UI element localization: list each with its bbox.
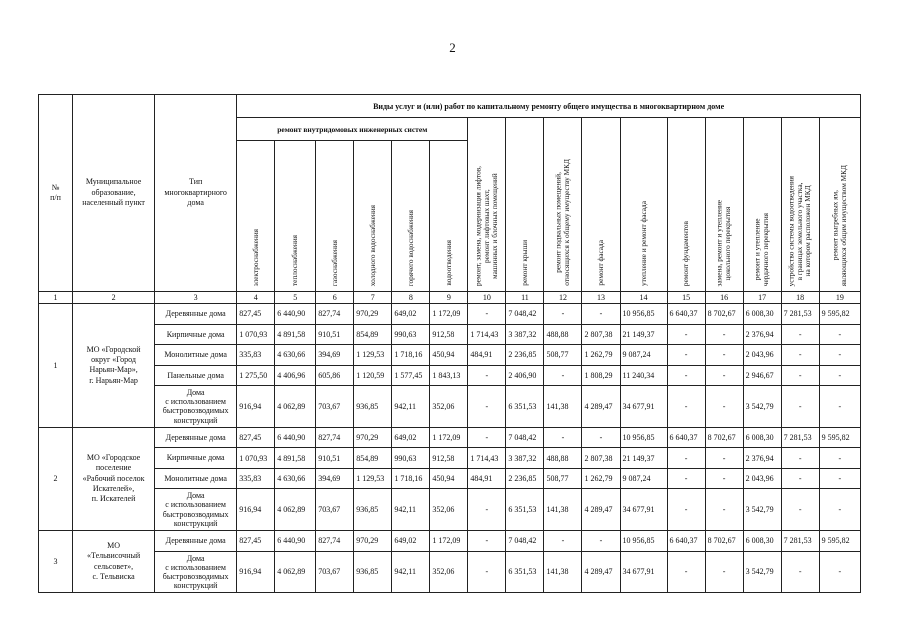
- cost-cell: 8 702,67: [705, 427, 743, 448]
- cost-cell: 6 351,53: [506, 489, 544, 531]
- column-number: 4: [237, 292, 275, 304]
- cost-cell: 6 008,30: [743, 427, 781, 448]
- cost-cell: 4 406,96: [275, 365, 316, 386]
- cost-cell: 8 702,67: [705, 304, 743, 325]
- cost-cell: 4 062,89: [275, 551, 316, 593]
- house-type: Деревянные дома: [155, 531, 237, 552]
- header-work-col: утепление и ремонт фасада: [620, 118, 667, 292]
- cost-cell: 1 172,09: [430, 531, 468, 552]
- cost-cell: 21 149,37: [620, 324, 667, 345]
- cost-cell: 970,29: [354, 427, 392, 448]
- cost-cell: -: [468, 489, 506, 531]
- municipality-name: МО «Тельвисочный сельсовет», с. Тельвиска: [73, 531, 155, 593]
- cost-cell: 1 129,53: [354, 345, 392, 366]
- cost-cell: 703,67: [316, 489, 354, 531]
- cost-cell: -: [705, 468, 743, 489]
- cost-cell: 4 891,58: [275, 448, 316, 469]
- cost-cell: 8 702,67: [705, 531, 743, 552]
- cost-cell: 3 542,79: [743, 489, 781, 531]
- cost-cell: 916,94: [237, 551, 275, 593]
- house-type: Деревянные дома: [155, 427, 237, 448]
- house-type: Дома с использованием быстровозводимых конструкций: [155, 386, 237, 428]
- table-row: [39, 304, 861, 325]
- column-number: 16: [705, 292, 743, 304]
- cost-cell: 488,88: [544, 448, 582, 469]
- municipality-name: МО «Городской округ «Город Нарьян-Мар», г. Нарьян-Мар: [73, 304, 155, 428]
- header-work-col: ремонт и утепление чердачного перекрытия: [743, 118, 781, 292]
- header-work-col: газоснабжения: [316, 141, 354, 292]
- cost-cell: 6 640,37: [667, 427, 705, 448]
- cost-cell: -: [781, 345, 819, 366]
- cost-cell: 1 843,13: [430, 365, 468, 386]
- cost-cell: 10 956,85: [620, 304, 667, 325]
- cost-cell: 4 062,89: [275, 386, 316, 428]
- cost-cell: 649,02: [392, 427, 430, 448]
- cost-cell: -: [468, 386, 506, 428]
- cost-cell: 3 387,32: [506, 324, 544, 345]
- cost-cell: 990,63: [392, 324, 430, 345]
- cost-cell: 484,91: [468, 468, 506, 489]
- column-number: 5: [275, 292, 316, 304]
- column-number: 17: [743, 292, 781, 304]
- cost-cell: -: [667, 324, 705, 345]
- header-work-col: электроснабжения: [237, 141, 275, 292]
- cost-cell: -: [667, 448, 705, 469]
- cost-cell: 34 677,91: [620, 386, 667, 428]
- cost-cell: 394,69: [316, 468, 354, 489]
- cost-cell: 7 281,53: [781, 304, 819, 325]
- header-work-col: ремонт фасада: [582, 118, 620, 292]
- table-body: [39, 304, 861, 593]
- cost-cell: -: [667, 468, 705, 489]
- cost-cell: -: [468, 365, 506, 386]
- cost-cell: -: [705, 324, 743, 345]
- cost-cell: 10 956,85: [620, 427, 667, 448]
- house-type: Дома с использованием быстровозводимых конструкций: [155, 489, 237, 531]
- cost-cell: 6 008,30: [743, 304, 781, 325]
- header-work-col: ремонт, замена, модернизация лифтов, ремонт лифтовых шахт, машинных и блочных помещений: [468, 118, 506, 292]
- cost-cell: 6 640,37: [667, 304, 705, 325]
- cost-cell: -: [819, 489, 860, 531]
- table-row: [39, 324, 861, 345]
- cost-cell: 3 387,32: [506, 448, 544, 469]
- cost-cell: 2 807,38: [582, 324, 620, 345]
- cost-cell: 484,91: [468, 345, 506, 366]
- cost-cell: 942,11: [392, 551, 430, 593]
- cost-cell: 335,83: [237, 345, 275, 366]
- header-mo: [73, 95, 155, 292]
- cost-cell: -: [705, 489, 743, 531]
- cost-cell: -: [781, 324, 819, 345]
- cost-cell: -: [705, 345, 743, 366]
- municipality-name: МО «Городское поселение «Рабочий поселок Искателей», п. Искателей: [73, 427, 155, 530]
- cost-cell: 2 043,96: [743, 345, 781, 366]
- house-type: Кирпичные дома: [155, 448, 237, 469]
- header-work-col: ремонт подвальных помещений, относящихся к общему имуществу МКД: [544, 118, 582, 292]
- cost-cell: 942,11: [392, 386, 430, 428]
- header-type-label: Тип многоквартирного дома: [164, 177, 227, 208]
- cost-cell: -: [544, 365, 582, 386]
- cost-cell: 1 070,93: [237, 324, 275, 345]
- cost-cell: 649,02: [392, 304, 430, 325]
- header-np: [39, 95, 73, 292]
- group-index: 1: [39, 304, 73, 428]
- cost-cell: 1 714,43: [468, 448, 506, 469]
- cost-cell: -: [819, 386, 860, 428]
- cost-cell: 2 376,94: [743, 324, 781, 345]
- table-header: [39, 95, 861, 304]
- cost-cell: 2 236,85: [506, 345, 544, 366]
- cost-cell: -: [781, 448, 819, 469]
- cost-cell: 910,51: [316, 448, 354, 469]
- cost-cell: -: [781, 468, 819, 489]
- cost-cell: 916,94: [237, 386, 275, 428]
- cost-cell: 508,77: [544, 468, 582, 489]
- cost-cell: 21 149,37: [620, 448, 667, 469]
- cost-cell: -: [582, 427, 620, 448]
- house-type: Деревянные дома: [155, 304, 237, 325]
- cost-cell: 942,11: [392, 489, 430, 531]
- cost-cell: 1 172,09: [430, 304, 468, 325]
- column-number: 1: [39, 292, 73, 304]
- cost-cell: 827,74: [316, 531, 354, 552]
- cost-cell: -: [582, 304, 620, 325]
- cost-cell: 9 595,82: [819, 427, 860, 448]
- header-work-col: водоотведения: [430, 141, 468, 292]
- cost-cell: 2 376,94: [743, 448, 781, 469]
- cost-cell: 827,74: [316, 304, 354, 325]
- cost-cell: 3 542,79: [743, 386, 781, 428]
- cost-cell: -: [544, 531, 582, 552]
- cost-cell: 1 172,09: [430, 427, 468, 448]
- cost-cell: 703,67: [316, 551, 354, 593]
- column-number: 6: [316, 292, 354, 304]
- cost-cell: -: [705, 365, 743, 386]
- cost-cell: -: [468, 304, 506, 325]
- cost-cell: 854,89: [354, 324, 392, 345]
- house-type: Кирпичные дома: [155, 324, 237, 345]
- cost-cell: 1 120,59: [354, 365, 392, 386]
- cost-cell: -: [544, 427, 582, 448]
- cost-cell: 9 087,24: [620, 345, 667, 366]
- column-number: 13: [582, 292, 620, 304]
- column-number: 9: [430, 292, 468, 304]
- table-row: [39, 345, 861, 366]
- cost-cell: 11 240,34: [620, 365, 667, 386]
- cost-cell: 827,45: [237, 427, 275, 448]
- cost-cell: 4 630,66: [275, 345, 316, 366]
- cost-cell: 910,51: [316, 324, 354, 345]
- cost-cell: 970,29: [354, 531, 392, 552]
- cost-cell: -: [667, 551, 705, 593]
- cost-cell: 970,29: [354, 304, 392, 325]
- cost-cell: 352,06: [430, 386, 468, 428]
- column-number: 3: [155, 292, 237, 304]
- house-type: Монолитные дома: [155, 468, 237, 489]
- cost-cell: -: [667, 489, 705, 531]
- cost-cell: 4 289,47: [582, 386, 620, 428]
- cost-cell: 6 440,90: [275, 531, 316, 552]
- column-number: 15: [667, 292, 705, 304]
- cost-cell: -: [819, 345, 860, 366]
- cost-cell: -: [819, 551, 860, 593]
- cost-cell: 936,85: [354, 386, 392, 428]
- cost-cell: 141,38: [544, 386, 582, 428]
- cost-cell: 854,89: [354, 448, 392, 469]
- header-type: [155, 95, 237, 292]
- cost-cell: -: [468, 427, 506, 448]
- cost-cell: 2 406,90: [506, 365, 544, 386]
- tariff-table: [38, 94, 861, 593]
- header-mo-label: Муниципальное образование, населенный пункт: [82, 177, 145, 208]
- cost-cell: 508,77: [544, 345, 582, 366]
- cost-cell: 1 275,50: [237, 365, 275, 386]
- column-number-row: [39, 292, 861, 304]
- table-row: [39, 468, 861, 489]
- cost-cell: 1 718,16: [392, 345, 430, 366]
- cost-cell: -: [781, 365, 819, 386]
- cost-cell: 827,45: [237, 531, 275, 552]
- table-row: [39, 531, 861, 552]
- cost-cell: 394,69: [316, 345, 354, 366]
- cost-cell: -: [468, 531, 506, 552]
- cost-cell: -: [781, 551, 819, 593]
- cost-cell: 352,06: [430, 551, 468, 593]
- page-number: 2: [449, 40, 456, 55]
- cost-cell: 2 946,67: [743, 365, 781, 386]
- cost-cell: 1 129,53: [354, 468, 392, 489]
- house-type: Монолитные дома: [155, 345, 237, 366]
- cost-cell: 6 640,37: [667, 531, 705, 552]
- cost-cell: -: [667, 365, 705, 386]
- cost-cell: -: [705, 551, 743, 593]
- cost-cell: 7 281,53: [781, 531, 819, 552]
- cost-cell: -: [667, 386, 705, 428]
- group-index: 2: [39, 427, 73, 530]
- cost-cell: 34 677,91: [620, 489, 667, 531]
- cost-cell: -: [819, 468, 860, 489]
- cost-cell: 450,94: [430, 468, 468, 489]
- cost-cell: 6 008,30: [743, 531, 781, 552]
- cost-cell: 9 595,82: [819, 304, 860, 325]
- cost-cell: 916,94: [237, 489, 275, 531]
- column-number: 11: [506, 292, 544, 304]
- cost-cell: 141,38: [544, 551, 582, 593]
- table-row: [39, 365, 861, 386]
- cost-cell: 6 440,90: [275, 304, 316, 325]
- cost-cell: 450,94: [430, 345, 468, 366]
- header-subgroup-title: ремонт внутридомовых инженерных систем: [237, 118, 468, 141]
- cost-cell: -: [819, 448, 860, 469]
- table-row: [39, 551, 861, 593]
- cost-cell: 2 043,96: [743, 468, 781, 489]
- column-number: 18: [781, 292, 819, 304]
- cost-cell: 488,88: [544, 324, 582, 345]
- header-work-col: теплоснабжения: [275, 141, 316, 292]
- table-row: [39, 489, 861, 531]
- cost-cell: -: [705, 448, 743, 469]
- cost-cell: 4 630,66: [275, 468, 316, 489]
- header-group-title: Виды услуг и (или) работ по капитальному ремонту общего имущества в многоквартирном доме: [237, 95, 861, 118]
- cost-cell: 605,86: [316, 365, 354, 386]
- cost-cell: 649,02: [392, 531, 430, 552]
- header-work-col: ремонт выгребных ям, являющихся общим имуществом МКД: [819, 118, 860, 292]
- cost-cell: 827,74: [316, 427, 354, 448]
- header-work-col: горячего водоснабжения: [392, 141, 430, 292]
- header-work-col: ремонт фундаментов: [667, 118, 705, 292]
- header-work-col: замена, ремонт и утепление цокольного перекрытия: [705, 118, 743, 292]
- cost-cell: 4 289,47: [582, 551, 620, 593]
- house-type: Дома с использованием быстровозводимых конструкций: [155, 551, 237, 593]
- table-row: [39, 427, 861, 448]
- cost-cell: 990,63: [392, 448, 430, 469]
- cost-cell: 4 289,47: [582, 489, 620, 531]
- cost-cell: 6 351,53: [506, 386, 544, 428]
- cost-cell: 7 048,42: [506, 304, 544, 325]
- cost-cell: -: [582, 531, 620, 552]
- cost-cell: 936,85: [354, 489, 392, 531]
- cost-cell: 9 595,82: [819, 531, 860, 552]
- header-np-label: № п/п: [50, 182, 61, 202]
- cost-cell: 352,06: [430, 489, 468, 531]
- cost-cell: 335,83: [237, 468, 275, 489]
- table-row: [39, 386, 861, 428]
- cost-cell: 936,85: [354, 551, 392, 593]
- cost-cell: 6 440,90: [275, 427, 316, 448]
- cost-cell: 912,58: [430, 448, 468, 469]
- cost-cell: 1 808,29: [582, 365, 620, 386]
- column-number: 8: [392, 292, 430, 304]
- column-number: 19: [819, 292, 860, 304]
- cost-cell: -: [705, 386, 743, 428]
- cost-cell: 1 718,16: [392, 468, 430, 489]
- cost-cell: 1 070,93: [237, 448, 275, 469]
- group-index: 3: [39, 531, 73, 593]
- cost-cell: 2 236,85: [506, 468, 544, 489]
- cost-cell: 34 677,91: [620, 551, 667, 593]
- cost-cell: 4 062,89: [275, 489, 316, 531]
- column-number: 10: [468, 292, 506, 304]
- cost-cell: -: [667, 345, 705, 366]
- column-number: 12: [544, 292, 582, 304]
- cost-cell: -: [781, 489, 819, 531]
- header-work-col: ремонт крыши: [506, 118, 544, 292]
- cost-cell: 7 281,53: [781, 427, 819, 448]
- column-number: 2: [73, 292, 155, 304]
- cost-cell: 141,38: [544, 489, 582, 531]
- cost-cell: 9 087,24: [620, 468, 667, 489]
- cost-cell: -: [819, 324, 860, 345]
- cost-cell: 10 956,85: [620, 531, 667, 552]
- table-row: [39, 448, 861, 469]
- cost-cell: 1 577,45: [392, 365, 430, 386]
- column-number: 14: [620, 292, 667, 304]
- cost-cell: 912,58: [430, 324, 468, 345]
- cost-cell: 3 542,79: [743, 551, 781, 593]
- cost-cell: -: [544, 304, 582, 325]
- cost-cell: 4 891,58: [275, 324, 316, 345]
- cost-cell: -: [781, 386, 819, 428]
- cost-cell: 7 048,42: [506, 531, 544, 552]
- cost-cell: -: [819, 365, 860, 386]
- cost-cell: 2 807,38: [582, 448, 620, 469]
- header-work-col: устройство системы водоотведения в границах земельного участка, на котором расположен МКД: [781, 118, 819, 292]
- header-work-col: холодного водоснабжения: [354, 141, 392, 292]
- house-type: Панельные дома: [155, 365, 237, 386]
- cost-cell: 1 714,43: [468, 324, 506, 345]
- cost-cell: 827,45: [237, 304, 275, 325]
- cost-cell: 6 351,53: [506, 551, 544, 593]
- cost-cell: 703,67: [316, 386, 354, 428]
- cost-cell: 1 262,79: [582, 345, 620, 366]
- cost-cell: 1 262,79: [582, 468, 620, 489]
- cost-cell: -: [468, 551, 506, 593]
- column-number: 7: [354, 292, 392, 304]
- cost-cell: 7 048,42: [506, 427, 544, 448]
